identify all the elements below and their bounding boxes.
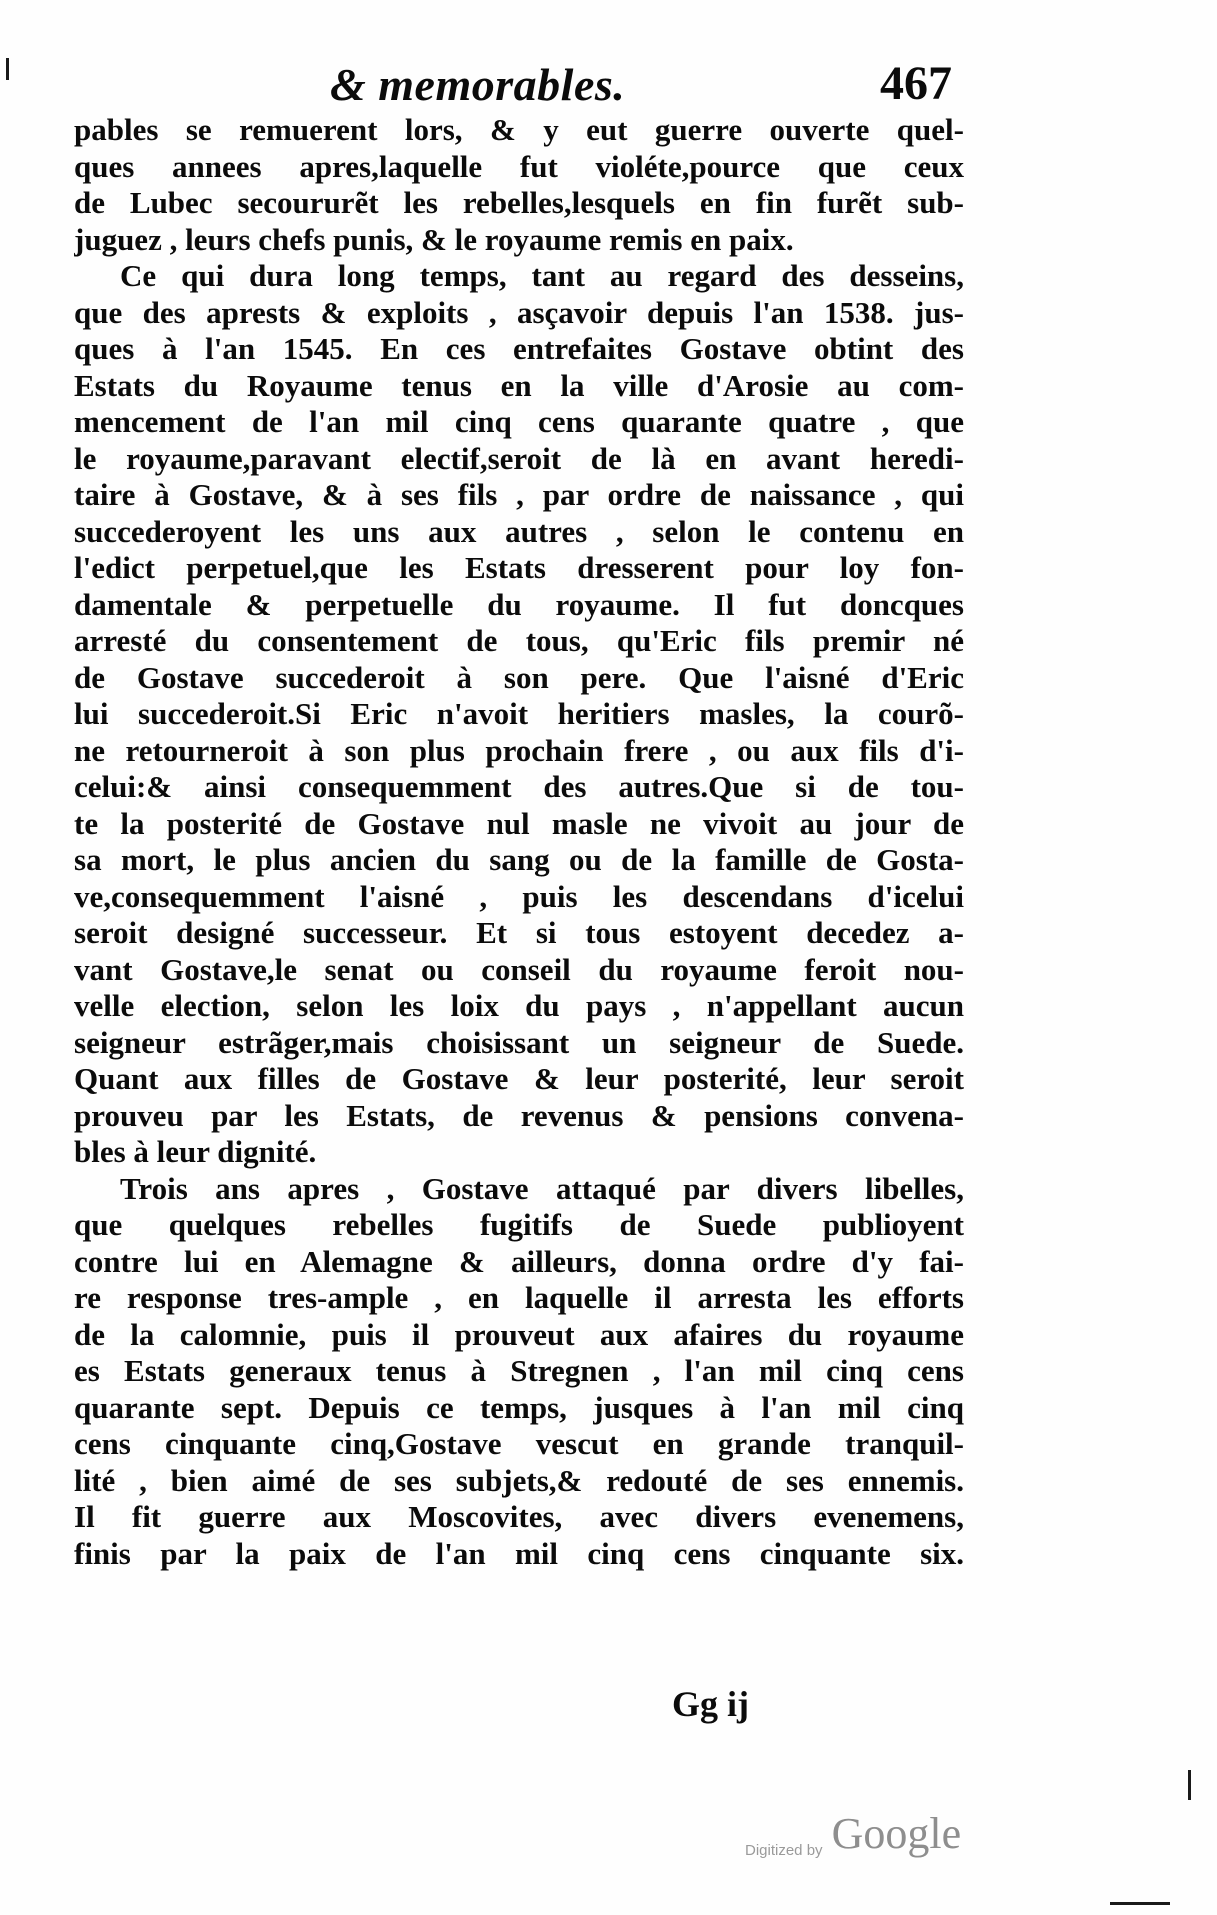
text-line: seroit designé successeur. Et si tous estoyent decedez a- [74,915,964,950]
text-line: arresté du consentement de tous, qu'Eric fils premir né [74,623,964,658]
text-line: Trois ans apres , Gostave attaqué par divers libelles, [120,1170,964,1206]
text-line: que des aprests & exploits , asçavoir depuis l'an 1538. jus- [74,294,964,330]
text-line: prouveu par les Estats, de revenus & pensions convena- [74,1097,964,1133]
text-line: celui:& ainsi consequemment des autres.Que si de tou- [74,769,964,804]
scan-artifact-right-edge [1188,1770,1191,1800]
text-line: Il fit guerre aux Moscovites, avec divers evenemens, [74,1499,964,1534]
text-line: quarante sept. Depuis ce temps, jusques à l'an mil cinq [74,1389,964,1425]
running-title: & memorables. [330,59,626,110]
text-line: damentale & perpetuelle du royaume. Il fut doncques [74,586,964,622]
scan-artifact-top-left [6,58,9,80]
text-line: seigneur estrãger,mais choisissant un seigneur de Suede. [74,1024,964,1060]
text-line: ve,consequemment l'aisné , puis les descendans d'icelui [74,878,964,914]
text-line: pables se remuerent lors, & y eut guerre ouverte quel- [74,112,964,147]
digitized-by-label: Digitized by [745,1842,823,1859]
text-line: de Lubec secoururẽt les rebelles,lesquels en fin furẽt sub- [74,185,964,220]
text-line: le royaume,paravant electif,seroit de là en avant heredi- [74,440,964,476]
text-line: es Estats generaux tenus à Stregnen , l'an mil cinq cens [74,1353,964,1388]
text-line: Ce qui dura long temps, tant au regard des desseins, [120,258,964,293]
text-line: re response tres-ample , en laquelle il arresta les efforts [74,1280,964,1315]
text-line: succederoyent les uns aux autres , selon le contenu en [74,513,964,549]
scan-artifact-bottom-right [1110,1902,1170,1905]
page-number: 467 [880,57,952,110]
text-line: cens cinquante cinq,Gostave vescut en grande tranquil- [74,1426,964,1461]
text-line: sa mort, le plus ancien du sang ou de la famille de Gosta- [74,842,964,877]
text-line: de Gostave succederoit à son pere. Que l'aisné d'Eric [74,659,964,695]
digitization-watermark [745,1808,961,1859]
text-line: contre lui en Alemagne & ailleurs, donna ordre d'y fai- [74,1243,964,1279]
google-logo: Google [831,1809,962,1858]
signature-mark: Gg ij [672,1684,749,1724]
text-line: te la posterité de Gostave nul masle ne vivoit au jour de [74,805,964,841]
text-line: l'edict perpetuel,que les Estats dresserent pour loy fon- [74,550,964,585]
text-line: Quant aux filles de Gostave & leur posterité, leur seroit [74,1061,964,1096]
text-line: ques à l'an 1545. En ces entrefaites Gostave obtint des [74,331,964,366]
text-line: ques annees apres,laquelle fut violéte,pource que ceux [74,148,964,184]
text-line: lité , bien aimé de ses subjets,& redouté de ses ennemis. [74,1462,964,1498]
text-line: ne retourneroit à son plus prochain frere , ou aux fils d'i- [74,732,964,768]
text-line: Estats du Royaume tenus en la ville d'Arosie au com- [74,367,964,403]
text-line: de la calomnie, puis il prouveut aux afaires du royaume [74,1316,964,1352]
text-line: taire à Gostave, & à ses fils , par ordre de naissance , qui [74,477,964,512]
text-line: vant Gostave,le senat ou conseil du royaume feroit nou- [74,951,964,987]
text-line: finis par la paix de l'an mil cinq cens cinquante six. [74,1535,964,1571]
page-header [330,58,970,118]
text-line: mencement de l'an mil cinq cens quarante quatre , que [74,404,964,439]
text-line: juguez , leurs chefs punis, & le royaume remis en paix. [74,221,794,257]
text-line: bles à leur dignité. [74,1134,317,1169]
text-line: velle election, selon les loix du pays , n'appellant aucun [74,988,964,1023]
body-text [74,112,964,1572]
text-line: que quelques rebelles fugitifs de Suede publioyent [74,1207,964,1242]
text-line: lui succederoit.Si Eric n'avoit heritiers masles, la courõ- [74,696,964,731]
